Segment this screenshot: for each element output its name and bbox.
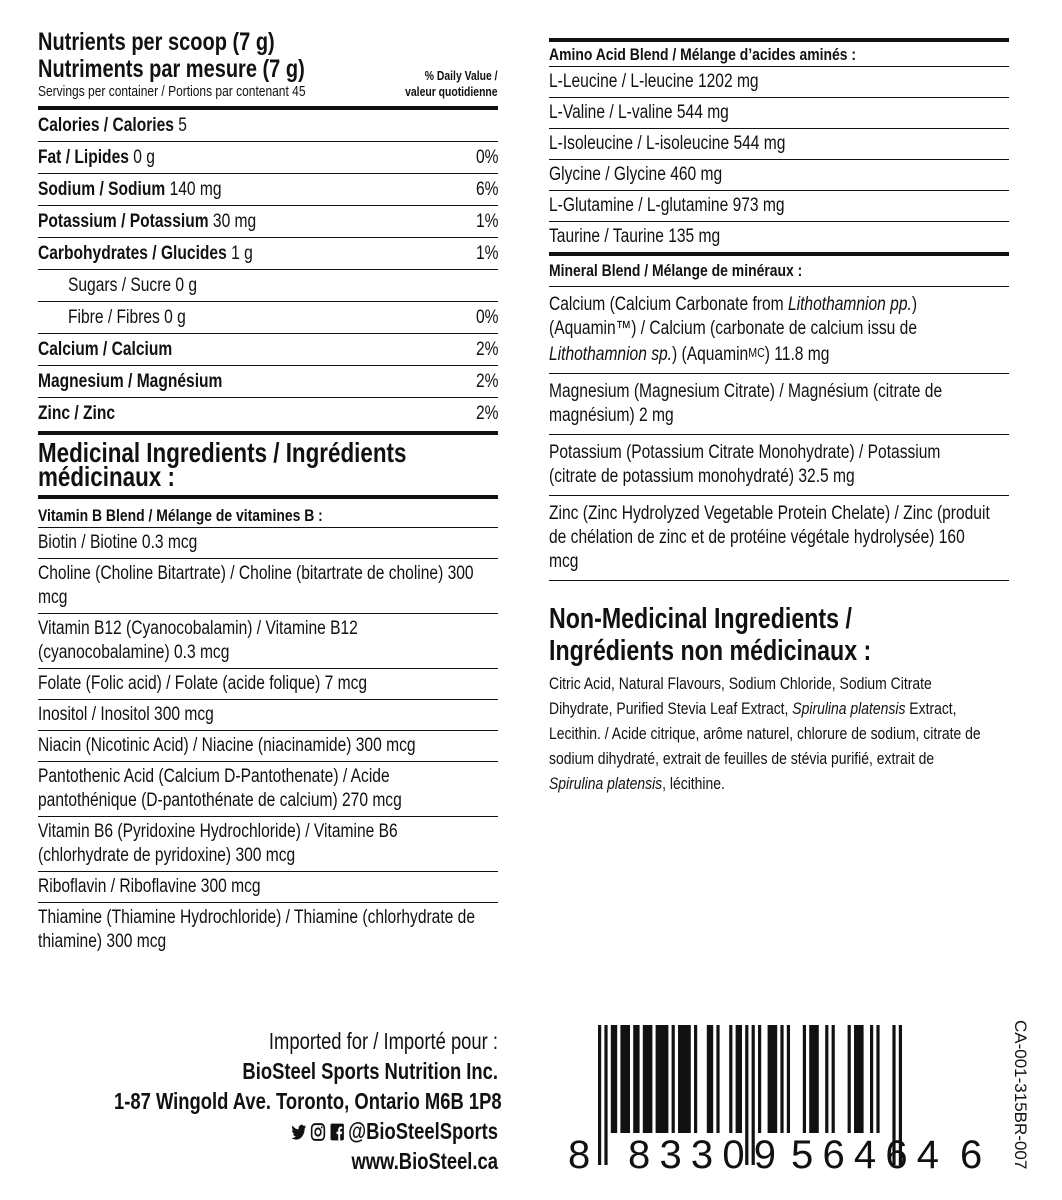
- non-medicinal-text: Citric Acid, Natural Flavours, Sodium Chloride, Sodium Citrate Dihydrate, Purified Stevia Leaf Extract, Spirulina platensis Extract, Lecithin. / Acide citrique, arôme naturel, chlorure de sodium, citrate de sodium dihydraté, extrait de feuilles de stévia purifié, extrait de Spirulina platensis, lécithine.: [549, 674, 981, 793]
- vitamin-item: Choline (Choline Bitartrate) / Choline (bitartrate de choline) 300 mcg: [38, 559, 498, 614]
- barcode-bar: [870, 1025, 873, 1133]
- barcode-bar: [854, 1025, 864, 1133]
- nutrient-label: Carbohydrates / Glucides 1 g: [38, 243, 253, 264]
- vitamin-item: Riboflavin / Riboflavine 300 mcg: [38, 872, 498, 903]
- barcode-bar: [876, 1025, 879, 1133]
- mineral-blend-heading: Mineral Blend / Mélange de minéraux :: [549, 256, 1009, 287]
- servings-per-container: Servings per container / Portions par contenant 45: [38, 83, 306, 100]
- barcode-bar: [848, 1025, 851, 1133]
- amino-item: L-Isoleucine / L-isoleucine 544 mg: [549, 129, 1009, 160]
- barcode-bar: [825, 1025, 828, 1133]
- importer-info: [18, 1026, 502, 1176]
- amino-acid-blend-list: [549, 67, 1009, 253]
- vitamin-item: Thiamine (Thiamine Hydrochloride) / Thiamine (chlorhydrate de thiamine) 300 mcg: [38, 907, 476, 952]
- barcode-bar: [643, 1025, 653, 1133]
- non-medicinal-title: Non-Medicinal Ingredients / Ingrédients non médicinaux :: [549, 603, 872, 667]
- barcode-bar: [598, 1025, 601, 1165]
- vitamin-b-blend-list: [38, 528, 498, 957]
- medicinal-title: Medicinal Ingredients / Ingrédients médicinaux :: [38, 437, 407, 492]
- amino-item: Glycine / Glycine 460 mg: [549, 160, 1009, 191]
- nutrient-row: [38, 334, 498, 366]
- barcode-bar: [758, 1025, 761, 1133]
- mineral-item: Magnesium (Magnesium Citrate) / Magnésium (citrate de magnésium) 2 mg: [549, 374, 1009, 435]
- company-address: 1-87 Wingold Ave. Toronto, Ontario M6B 1P8: [114, 1088, 502, 1114]
- barcode-group-right: 56464: [791, 1133, 939, 1170]
- barcode-bar: [611, 1025, 617, 1133]
- nutrient-row: [38, 302, 498, 334]
- vitamin-item: Inositol / Inositol 300 mcg: [38, 700, 498, 731]
- daily-value-percent: 2%: [475, 371, 498, 392]
- twitter-icon[interactable]: [291, 1122, 307, 1142]
- nutrient-label: Magnesium / Magnésium: [38, 371, 223, 392]
- barcode-bar: [716, 1025, 719, 1133]
- vitamin-item: Vitamin B12 (Cyanocobalamin) / Vitamine B12 (cyanocobalamine) 0.3 mcg: [38, 614, 498, 669]
- barcode-bar: [604, 1025, 607, 1165]
- vitamin-item: Folate (Folic acid) / Folate (acide folique) 7 mcg: [38, 669, 498, 700]
- daily-value-percent: 1%: [475, 211, 498, 232]
- medicinal-top-rule: [38, 431, 498, 435]
- barcode-bar: [809, 1025, 819, 1133]
- nutrient-label: Fibre / Fibres 0 g: [68, 307, 186, 328]
- amino-item: L-Leucine / L-leucine 1202 mg: [549, 67, 1009, 98]
- daily-value-percent: 6%: [475, 179, 498, 200]
- company-name: BioSteel Sports Nutrition Inc.: [242, 1058, 498, 1084]
- barcode-graphic: [568, 1025, 988, 1170]
- amino-item: L-Glutamine / L-glutamine 973 mg: [549, 191, 1009, 222]
- upc-barcode: [568, 1025, 988, 1170]
- mineral-calcium: Calcium (Calcium Carbonate from Lithothamnion pp.) (Aquamin™) / Calcium (carbonate de calcium issu de Lithothamnion sp.) (AquaminMC) 11.8 mg: [549, 287, 1009, 374]
- vitamin-item: Biotin / Biotine 0.3 mcg: [38, 528, 498, 559]
- vitamin-b-blend-heading: Vitamin B Blend / Mélange de vitamines B :: [38, 503, 498, 528]
- nutrient-row: [38, 110, 498, 142]
- nutrient-label: Sodium / Sodium 140 mg: [38, 179, 222, 200]
- barcode-first-digit: 8: [568, 1133, 591, 1170]
- nutrient-row: [38, 398, 498, 429]
- left-column: [38, 28, 498, 957]
- daily-value-percent: 2%: [475, 339, 498, 360]
- barcode-bar: [736, 1025, 742, 1133]
- barcode-group-left: 83309: [628, 1133, 776, 1170]
- daily-value-header: % Daily Value / valeur quotidienne: [405, 68, 498, 99]
- medicinal-title-rule: [38, 495, 498, 499]
- nutrient-row: [38, 174, 498, 206]
- barcode-bar: [729, 1025, 732, 1133]
- nutrition-title-fr: Nutriments par mesure (7 g): [38, 55, 305, 83]
- website: www.BioSteel.ca: [351, 1148, 498, 1174]
- nutrient-row: [38, 142, 498, 174]
- nutrition-title-en: Nutrients per scoop (7 g): [38, 28, 275, 56]
- nutrient-label: Calories / Calories 5: [38, 115, 187, 136]
- nutrient-label: Zinc / Zinc: [38, 403, 116, 424]
- vitamin-item: Pantothenic Acid (Calcium D-Pantothenate) / Acide pantothénique (D-pantothénate de calcium) 270 mcg: [38, 762, 498, 817]
- barcode-bar: [694, 1025, 697, 1133]
- vitamin-item: Vitamin B6 (Pyridoxine Hydrochloride) / Vitamine B6 (chlorhydrate de pyridoxine) 300 mcg: [38, 817, 498, 872]
- daily-value-percent: 0%: [475, 147, 498, 168]
- barcode-bar: [678, 1025, 691, 1133]
- barcode-bar: [780, 1025, 783, 1133]
- daily-value-percent: 0%: [475, 307, 498, 328]
- barcode-bar: [656, 1025, 669, 1133]
- daily-value-percent: 2%: [475, 403, 498, 424]
- mineral-item: Potassium (Potassium Citrate Monohydrate) / Potassium (citrate de potassium monohydraté) 32.5 mg: [549, 435, 1009, 496]
- nutrient-row: [38, 366, 498, 398]
- barcode-bar: [803, 1025, 806, 1133]
- amino-item: Taurine / Taurine 135 mg: [549, 222, 1009, 253]
- nutrient-label: Sugars / Sucre 0 g: [68, 275, 198, 296]
- nutrition-facts-table: [38, 28, 498, 429]
- non-medicinal-ingredients: [549, 603, 1009, 796]
- barcode-last-digit: 6: [960, 1133, 983, 1170]
- barcode-bar: [745, 1025, 748, 1165]
- barcode-bar: [707, 1025, 713, 1133]
- lot-code: CA-001-315BR-007: [1011, 1020, 1030, 1170]
- social-handle-line: @BioSteelSports: [114, 1116, 498, 1146]
- barcode-bar: [832, 1025, 835, 1133]
- nutrient-row: [38, 206, 498, 238]
- nutrient-label: Fat / Lipides 0 g: [38, 147, 155, 168]
- barcode-bar: [768, 1025, 778, 1133]
- medicinal-ingredients: [38, 437, 498, 957]
- amino-item: L-Valine / L-valine 544 mg: [549, 98, 1009, 129]
- amino-acid-blend-heading: Amino Acid Blend / Mélange d’acides aminés :: [549, 42, 1009, 67]
- vitamin-item: Niacin (Nicotinic Acid) / Niacine (niacinamide) 300 mcg: [38, 731, 498, 762]
- mineral-item: Zinc (Zinc Hydrolyzed Vegetable Protein Chelate) / Zinc (produit de chélation de zinc et de protéine végétale hydrolysée) 160 mcg: [549, 496, 1009, 581]
- nutrient-row: [38, 270, 498, 302]
- barcode-bar: [672, 1025, 675, 1133]
- barcode-bar: [633, 1025, 639, 1133]
- daily-value-percent: 1%: [475, 243, 498, 264]
- facebook-icon[interactable]: [329, 1122, 345, 1142]
- nutrient-label: Potassium / Potassium 30 mg: [38, 211, 257, 232]
- barcode-bar: [620, 1025, 630, 1133]
- instagram-icon[interactable]: [310, 1122, 326, 1142]
- mineral-blend-list: [549, 374, 1009, 581]
- nutrient-row: [38, 238, 498, 270]
- nutrient-rows: [38, 110, 498, 429]
- barcode-bar: [787, 1025, 790, 1133]
- right-column: [549, 38, 1009, 796]
- imported-for-line: Imported for / Importé pour :: [268, 1028, 498, 1054]
- nutrient-label: Calcium / Calcium: [38, 339, 173, 360]
